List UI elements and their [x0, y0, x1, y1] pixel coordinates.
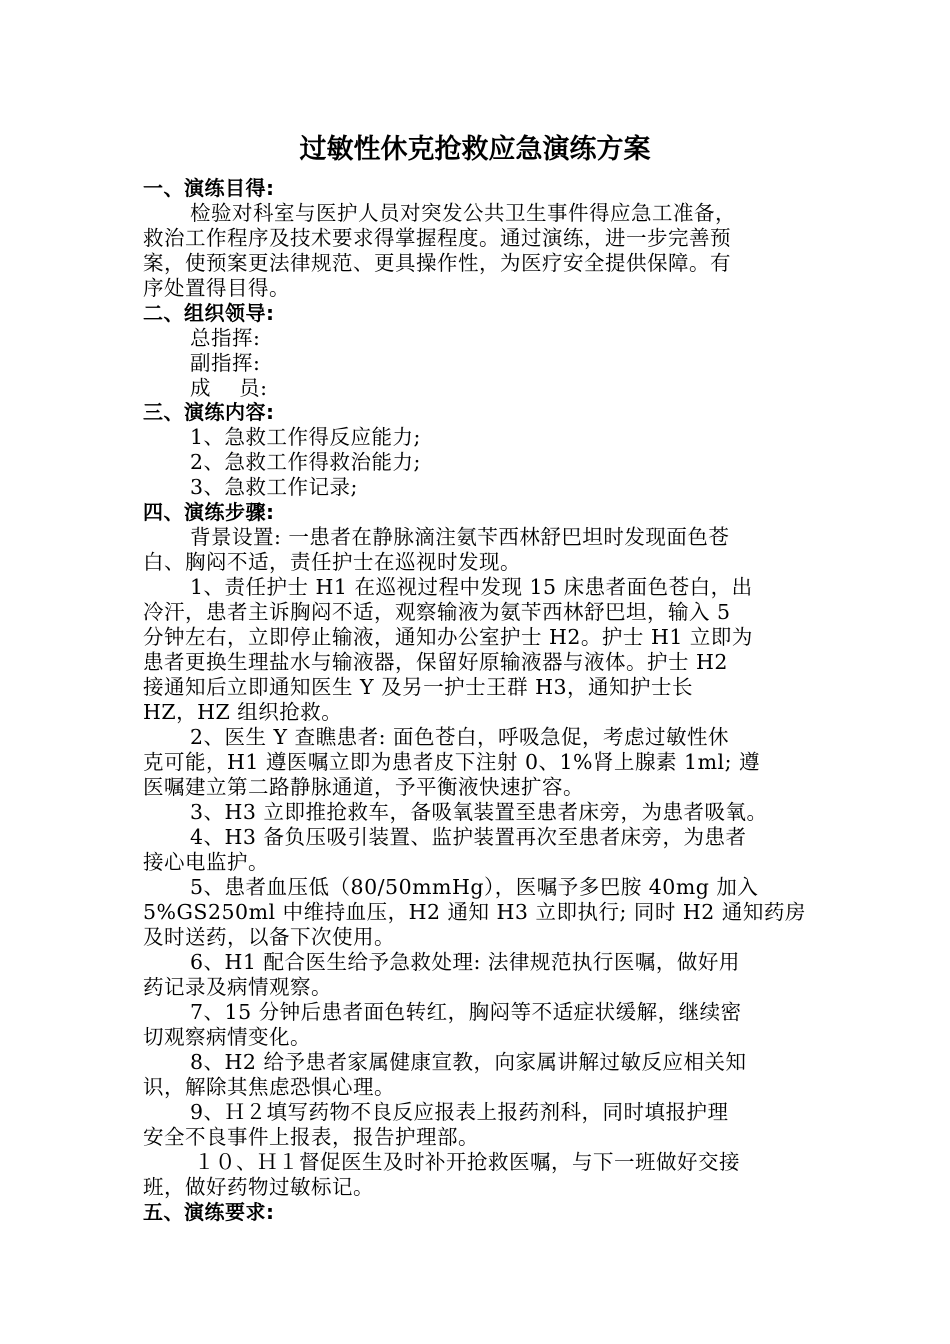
paragraph-line: 白、胸闷不适，责任护士在巡视时发现。 [143, 550, 521, 574]
paragraph-line: 切观察病情变化。 [143, 1025, 311, 1049]
section-heading: 二、组织领导: [143, 301, 275, 325]
paragraph-line: 5%GS250ml 中维持血压，H2 通知 H3 立即执行; 同时 H2 通知药房 [143, 900, 806, 924]
section-heading: 五、演练要求: [143, 1200, 275, 1224]
paragraph-line: 2、医生 Y 查瞧患者: 面色苍白，呼吸急促，考虑过敏性休 [190, 725, 730, 749]
paragraph-line: 及时送药，以备下次使用。 [143, 925, 395, 949]
paragraph-line: 患者更换生理盐水与输液器，保留好原输液器与液体。护士 H2 [143, 650, 728, 674]
paragraph-line: １０、Ｈ１督促医生及时补开抢救医嘱，与下一班做好交接 [194, 1150, 740, 1174]
document-title: 过敏性休克抢救应急演练方案 [299, 134, 651, 165]
paragraph-line: 药记录及病情观察。 [143, 975, 332, 999]
list-item: 2、急救工作得救治能力; [190, 450, 421, 474]
paragraph-line: 班，做好药物过敏标记。 [143, 1175, 374, 1199]
section-heading: 四、演练步骤: [143, 500, 275, 524]
paragraph-line: 3、H3 立即推抢救车，备吸氧装置至患者床旁，为患者吸氧。 [190, 800, 768, 824]
section-heading: 三、演练内容: [143, 400, 275, 424]
leader-label: 总指挥: [190, 326, 261, 350]
paragraph-line: 分钟左右，立即停止输液，通知办公室护士 H2。护士 H1 立即为 [143, 625, 753, 649]
paragraph-line: 7、15 分钟后患者面色转红，胸闷等不适症状缓解，继续密 [190, 1000, 742, 1024]
leader-label: 成 员: [190, 376, 268, 400]
paragraph-line: 检验对科室与医护人员对突发公共卫生事件得应急工准备， [190, 201, 736, 225]
paragraph-line: 4、H3 备负压吸引装置、监护装置再次至患者床旁，为患者 [190, 825, 747, 849]
leader-label: 副指挥: [190, 351, 261, 375]
paragraph-line: 识，解除其焦虑恐惧心理。 [143, 1075, 395, 1099]
list-item: 1、急救工作得反应能力; [190, 425, 421, 449]
paragraph-line: 背景设置: 一患者在静脉滴注氨苄西林舒巴坦时发现面色苍 [190, 525, 730, 549]
list-item: 3、急救工作记录; [190, 475, 358, 499]
paragraph-line: 冷汗，患者主诉胸闷不适，观察输液为氨苄西林舒巴坦，输入 5 [143, 600, 731, 624]
paragraph-line: 8、H2 给予患者家属健康宣教，向家属讲解过敏反应相关知 [190, 1050, 747, 1074]
section-heading: 一、演练目得: [143, 176, 275, 200]
paragraph-line: 接心电监护。 [143, 850, 269, 874]
paragraph-line: 1、责任护士 H1 在巡视过程中发现 15 床患者面色苍白，出 [190, 575, 753, 599]
paragraph-line: 接通知后立即通知医生 Y 及另一护士王群 H3，通知护士长 [143, 675, 694, 699]
paragraph-line: 9、Ｈ２填写药物不良反应报表上报药剂科，同时填报护理 [190, 1100, 729, 1124]
paragraph-line: 5、患者血压低（80/50mmHg），医嘱予多巴胺 40mg 加入 [190, 875, 759, 899]
paragraph-line: HZ，HZ 组织抢救。 [143, 700, 343, 724]
paragraph-line: 救治工作程序及技术要求得掌握程度。通过演练，进一步完善预 [143, 226, 731, 250]
paragraph-line: 医嘱建立第二路静脉通道，予平衡液快速扩容。 [143, 775, 584, 799]
paragraph-line: 克可能，H1 遵医嘱立即为患者皮下注射 0、1%肾上腺素 1ml; 遵 [143, 750, 760, 774]
paragraph-line: 安全不良事件上报表，报告护理部。 [143, 1125, 479, 1149]
paragraph-line: 6、H1 配合医生给予急救处理: 法律规范执行医嘱，做好用 [190, 950, 740, 974]
paragraph-line: 案，使预案更法律规范、更具操作性，为医疗安全提供保障。有 [143, 251, 731, 275]
paragraph-line: 序处置得目得。 [143, 276, 290, 300]
